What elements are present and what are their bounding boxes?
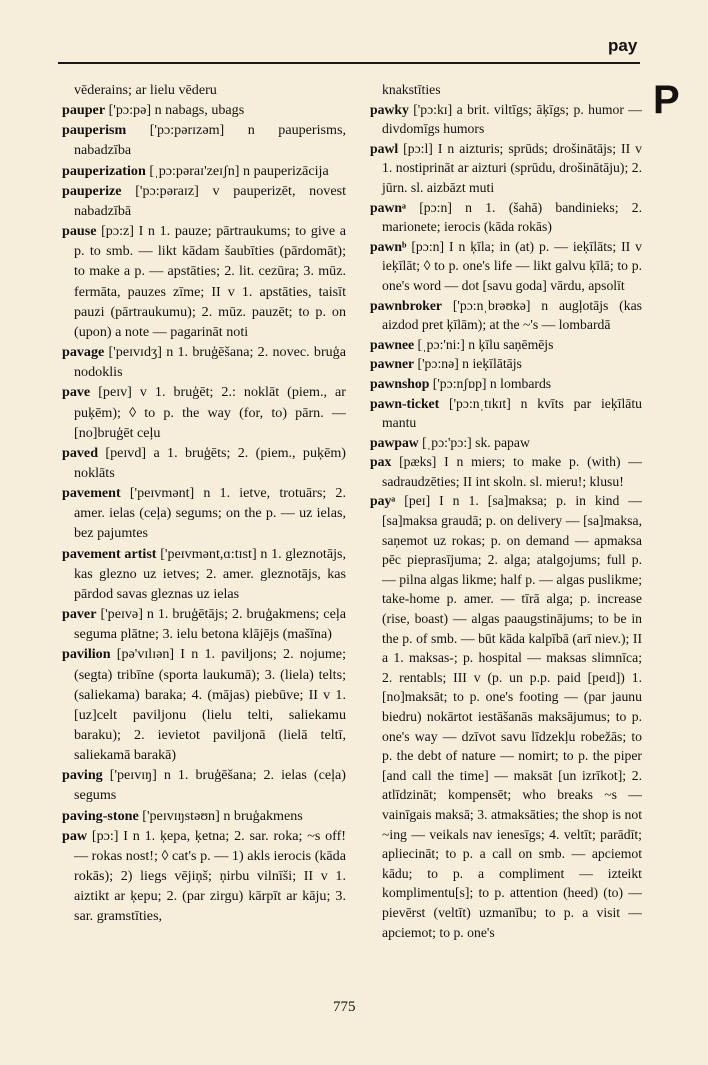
dictionary-entry — [62, 120, 346, 160]
dictionary-entry — [370, 433, 642, 453]
dictionary-entry — [62, 826, 346, 927]
entry-text: ['pɔ:nˌtɪkɪt] n kvīts par ieķīlātu mantu — [382, 395, 642, 431]
headword: pawnᵃ — [370, 199, 406, 215]
dictionary-entry — [62, 161, 346, 181]
dictionary-entry — [370, 452, 642, 491]
entry-text: ['peɪvɪŋstəʊn] n bruģakmens — [142, 807, 303, 824]
dictionary-entry — [370, 394, 642, 433]
headword: pawky — [370, 101, 409, 117]
dictionary-entry — [370, 198, 642, 237]
headword: pawl — [370, 140, 399, 156]
dictionary-entry — [62, 644, 346, 765]
headword: payᵃ — [370, 493, 396, 509]
entry-text: [peɪvd] a 1. bruģēts; 2. (piem., puķēm) noklāts — [74, 444, 346, 481]
headword: pawpaw — [370, 434, 419, 450]
headword: pave — [62, 384, 91, 401]
dictionary-entry: knakstīties — [382, 82, 441, 97]
left-column — [62, 80, 346, 927]
headword: pavage — [62, 344, 105, 361]
entry-text: [ˌpɔ:'ni:] n ķīlu saņēmējs — [417, 336, 554, 352]
dictionary-entry — [370, 354, 642, 374]
header-rule — [58, 62, 640, 64]
headword: pauperize — [62, 182, 122, 199]
dictionary-entry: vēderains; ar lielu vēderu — [74, 82, 217, 98]
headword: paver — [62, 606, 97, 623]
guide-word: pay — [608, 36, 638, 55]
entry-text: [pɔ:n] n 1. (šahā) bandinieks; 2. marionete; ierocis (kāda rokās) — [382, 199, 642, 235]
entry-text: [pə'vɪlɪən] I n 1. paviljons; 2. nojume; (segta) tribīne (sporta laukumā); 3. (liela) telts; (saliekama) baraka; 4. (mājas) piebūve; II v 1. [uz]celt paviljonu (lielu telti, saliekamu baraku); 2. ievietot paviljonā (lielā teltī, saliekamā barakā) — [74, 646, 346, 764]
entry-text: [pæks] I n miers; to make p. (with) — sadraudzēties; II int skoln. sl. mieru!; klusu! — [382, 454, 642, 489]
dictionary-entry — [62, 483, 346, 543]
dictionary-entry — [62, 806, 346, 826]
entry-text: [pɔ:l] I n aizturis; sprūds; drošinātājs; II v 1. nostiprināt ar aizturi (sprūdu, drošinātāju); 2. jūrn. sl. aizbāzt muti — [382, 140, 642, 195]
headword: pauperism — [62, 122, 127, 139]
headword: pawn-ticket — [370, 395, 440, 411]
dictionary-entry — [370, 139, 642, 198]
headword: paw — [62, 827, 88, 844]
dictionary-entry — [370, 374, 642, 394]
headword: pause — [62, 223, 97, 240]
dictionary-entry — [62, 544, 346, 604]
entry-text: [pɔ:n] I n ķīla; in (at) p. — ieķīlāts; II v ieķīlāt; ◊ to p. one's life — likt galvu ķīlā; to p. one's word — dot [savu goda] vārdu, apsolīt — [382, 238, 642, 293]
entry-text: [pɔ:] I n 1. ķepa, ķetna; 2. sar. roka; ~s off! — rokas nost!; ◊ cat's p. — 1) akls ierocis (kāda rokās); 2) liegs vējiņš; ņirbu vilnīši; II v 1. aiztikt ar ķepu; 2. (par zirgu) kārpīt ar kāju; 3. sar. gramstīties, — [74, 827, 346, 925]
dictionary-entry — [62, 443, 346, 483]
headword: pawnᵇ — [370, 238, 407, 254]
dictionary-entry — [370, 100, 642, 139]
dictionary-entry — [62, 604, 346, 644]
entry-text: [peɪ] I n 1. [sa]maksa; p. in kind — [sa]maksa graudā; p. on delivery — [sa]maksa, saņemot uz rokas; p. on demand — apmaksa pēc pieprasījuma; 2. alga; atalgojums; full p. — pilna algas likme; half p. — algas puslikme; take-home p. amer. — tīrā alga; p. increase (rise, boast) — algas paaugstinājums; to be in the p. of smb. — būt kāda kalpībā (arī niev.); II a 1. maksas-; p. hospital — maksas slimnīca; 2. rentabls; III v (p. un p.p. paid [peɪd]) 1. [no]maksāt; to p. one's footing — (par jaunu biedru) nokārtot iestāšanās maksājumus; to p. one's way — dzīvot savu līdzekļu robežās; to p. the debt of nature — nomirt; to p. the piper [and call the time] — maksāt [un izrīkot]; 2. atlīdzināt; kompensēt; who breaks ~s — vainīgais maksā; 3. atmaksāties; the shop is not ~ing — veikals nav ienesīgs; 4. veltīt; parādīt; apliecināt; to p. a call on smb. — apciemot kādu; to p. a compliment — izteikt komplimentu[s]; to p. attention (heed) (to) — pievērst (veltīt) uzmanību; to p. a visit — apciemot; to p. one's — [382, 493, 642, 940]
dictionary-entry — [62, 382, 346, 442]
entry-text: ['pɔ:pə] n nabags, ubags — [108, 102, 245, 119]
headword: pawnshop — [370, 375, 430, 391]
headword: pauper — [62, 102, 106, 119]
dictionary-entry — [370, 335, 642, 355]
headword: pawner — [370, 356, 415, 372]
entry-text: ['pɔ:nˌbrəʊkə] n augļotājs (kas aizdod pret ķīlām); at the ~'s — lombardā — [382, 297, 642, 333]
entry-text: ['peɪvɪŋ] n 1. bruģēšana; 2. ielas (ceļa) segums — [74, 767, 346, 804]
headword: paved — [62, 444, 99, 461]
headword: paving — [62, 767, 103, 784]
headword: pavement — [62, 485, 121, 502]
entry-text: [ˌpɔ:pəraɪ'zeɪʃn] n pauperizācija — [149, 162, 329, 179]
dictionary-entry — [62, 100, 346, 120]
page-number: 775 — [333, 999, 356, 1015]
headword: pawnbroker — [370, 297, 442, 313]
entry-text: ['peɪvə] n 1. bruģētājs; 2. bruģakmens; ceļa seguma plātne; 3. ielu betona klājējs (mašīna) — [74, 606, 346, 643]
entry-text: ['pɔ:nə] n ieķīlātājs — [417, 356, 522, 372]
dictionary-entry — [62, 765, 346, 805]
headword: pauperization — [62, 162, 146, 179]
entry-text: ['peɪvɪdʒ] n 1. bruģēšana; 2. novec. bruģa nodoklis — [74, 344, 346, 381]
entry-text: ['pɔ:nʃɒp] n lombards — [432, 375, 552, 391]
entry-text: ['pɔ:kɪ] a brit. viltīgs; āķīgs; p. humor — divdomīgs humors — [382, 101, 642, 137]
entry-text: ['pɔ:pərɪzəm] n pauperisms, nabadzība — [74, 122, 346, 159]
dictionary-entry — [370, 491, 642, 942]
entry-text: [pɔ:z] I n 1. pauze; pārtraukums; to give a p. to smb. — likt kādam šaubīties (pārdomāt); to make a p. — apstāties; 2. lit. cezūra; 3. mūz. fermāta, pauzes zīme; II v 1. apstāties, taisīt pauzi (pārtraukumu); 2. mūz. pauzēt; to p. on (upon) a note — pagarināt noti — [74, 223, 346, 340]
dictionary-entry — [62, 181, 346, 221]
dictionary-entry — [62, 221, 346, 342]
thumb-index-letter: P — [653, 78, 680, 122]
entry-text: ['peɪvmənt] n 1. ietve, trotuārs; 2. amer. ielas (ceļa) segums; on the p. — uz ielas, bez pajumtes — [74, 485, 346, 542]
right-column — [370, 80, 642, 942]
headword: pawnee — [370, 336, 415, 352]
headword: pax — [370, 454, 392, 470]
entry-text: [ˌpɔ:'pɔ:] sk. papaw — [422, 434, 530, 450]
dictionary-entry — [62, 342, 346, 382]
entry-text: [peɪv] v 1. bruģēt; 2.: noklāt (piem., ar puķēm); ◊ to p. the way (for, to) pārn. — [no]bruģēt ceļu — [74, 384, 347, 441]
headword: pavilion — [62, 646, 111, 663]
entry-text: ['pɔ:pəraɪz] v pauperizēt, novest nabadzībā — [74, 182, 346, 219]
dictionary-entry — [370, 237, 642, 296]
entry-text: ['peɪvmənt,ɑ:tɪst] n 1. gleznotājs, kas glezno uz ietves; 2. amer. gleznotājs, kas pārdod savas gleznas uz ielas — [74, 545, 347, 602]
headword: pavement artist — [62, 545, 157, 562]
dictionary-entry — [370, 296, 642, 335]
headword: paving-stone — [62, 807, 139, 824]
